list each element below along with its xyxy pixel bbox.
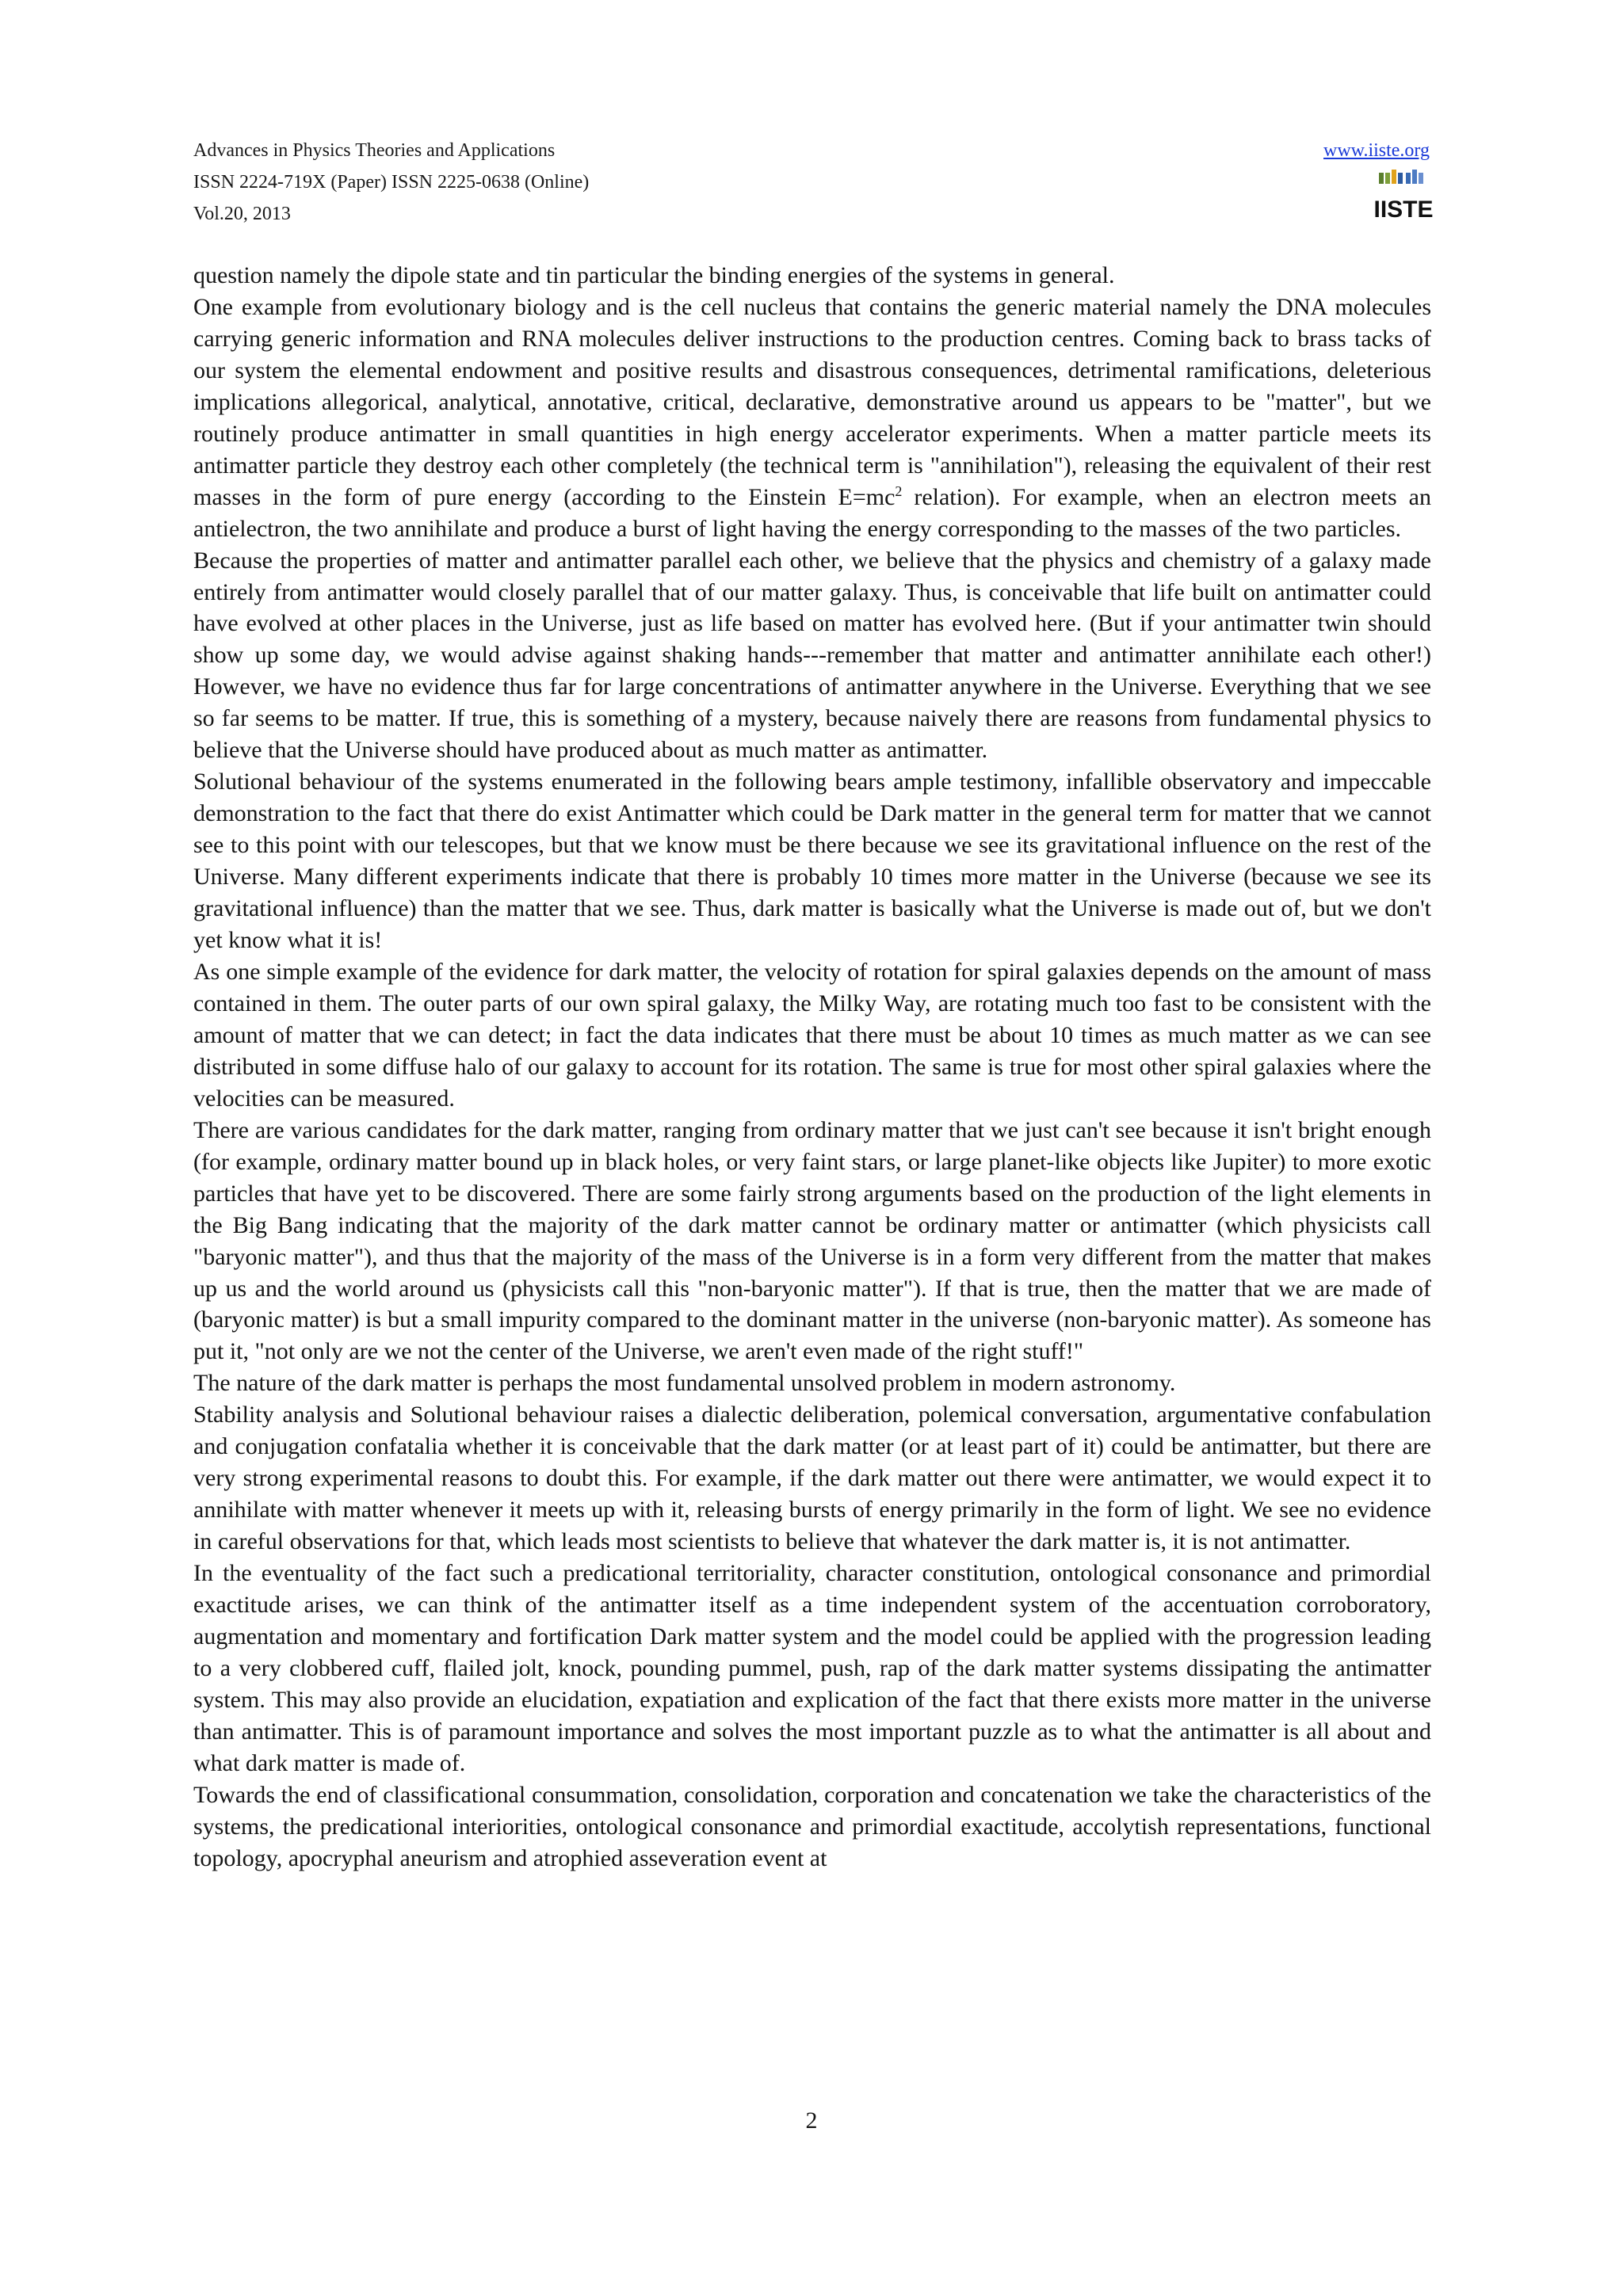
publisher-block bbox=[1323, 135, 1434, 230]
paragraph-10: Towards the end of classificational consummation, consolidation, corporation and concatenation we take the characteristics of the systems, the predicational interiorities, ontological consonance and primordial exactitude, accolytish representations, functional topology, apocryphal aneurism and atrophied asseveration event at bbox=[193, 1781, 1431, 1871]
paragraph-2 bbox=[193, 292, 1431, 545]
paragraph-2-end: relation). For example, when an electron meets an antielectron, the two annihilate and produce a burst of light having the energy corresponding to the masses of the two particles. bbox=[193, 483, 1431, 542]
iiste-logo-icon bbox=[1373, 168, 1434, 230]
journal-issn: ISSN 2224-719X (Paper) ISSN 2225-0638 (Online) bbox=[193, 172, 590, 193]
journal-volume: Vol.20, 2013 bbox=[193, 204, 291, 224]
website-link[interactable]: www.iiste.org bbox=[1323, 140, 1430, 161]
journal-info bbox=[193, 135, 589, 230]
paragraph-3: Because the properties of matter and antimatter parallel each other, we believe that the physics and chemistry of a galaxy made entirely from antimatter would closely parallel that of our matter galaxy. Thus, is conceivable that life built on antimatter could have evolved at other places in the Universe, just as life based on matter has evolved here. (But if your antimatter twin should show up some day, we would advise against shaking hands---remember that matter and antimatter annihilate each other!) However, we have no evidence thus far for large concentrations of antimatter anywhere in the Universe. Everything that we see so far seems to be matter. If true, this is something of a mystery, because naively there are reasons from fundamental physics to believe that the Universe should have produced about as much matter as antimatter. bbox=[193, 547, 1431, 764]
paragraph-2-text: One example from evolutionary biology and is the cell nucleus that contains the generic material namely the DNA molecules carrying generic information and RNA molecules deliver instructions to the production centres. Coming back to brass tacks of our system the elemental endowment and positive results and disastrous consequences, detrimental ramifications, deleterious implications allegorical, analytical, annotative, critical, declarative, demonstrative around us appears to be "matter", but we routinely produce antimatter in small quantities in high energy accelerator experiments. When a matter particle meets its antimatter particle they destroy each other completely (the technical term is "annihilation"), releasing the equivalent of their rest masses in the form of pure energy (according to the Einstein E=mc bbox=[193, 293, 1431, 510]
page-header bbox=[193, 135, 1434, 238]
paragraph-4: Solutional behaviour of the systems enumerated in the following bears ample testimony, infallible observatory and impeccable demonstration to the fact that there do exist Antimatter which could be Dark matter in the general term for matter that we cannot see to this point with our telescopes, but that we know must be there because we see its gravitational influence on the rest of the Universe. Many different experiments indicate that there is probably 10 times more matter in the Universe (because we see its gravitational influence) than the matter that we see. Thus, dark matter is basically what the Universe is made out of, but we don't yet know what it is! bbox=[193, 769, 1431, 954]
page-number: 2 bbox=[805, 2107, 818, 2134]
paragraph-6: There are various candidates for the dark matter, ranging from ordinary matter that we just can't see because it isn't bright enough (for example, ordinary matter bound up in black holes, or very faint stars, or large planet-like objects like Jupiter) to more exotic particles that have yet to be discovered. There are some fairly strong arguments based on the production of the light elements in the Big Bang indicating that the majority of the dark matter cannot be ordinary matter or antimatter (which physicists call "baryonic matter"), and thus that the majority of the mass of the Universe is in a form very different from the matter that makes up us and the world around us (physicists call this "non-baryonic matter"). If that is true, then the matter that we are made of (baryonic matter) is but a small impurity compared to the dominant matter in the universe (non-baryonic matter). As someone has put it, "not only are we not the center of the Universe, we aren't even made of the right stuff!" bbox=[193, 1116, 1431, 1365]
paragraph-9: In the eventuality of the fact such a predicational territoriality, character constitution, ontological consonance and primordial exactitude arises, we can think of the antimatter itself as a time independent system of the accentuation corroboratory, augmentation and momentary and fortification Dark matter system and the model could be applied with the progression leading to a very clobbered cuff, flailed jolt, knock, pounding pummel, push, rap of the dark matter systems dissipating the antimatter system. This may also provide an elucidation, expatiation and explication of the fact that there exists more matter in the universe than antimatter. This is of paramount importance and solves the most important puzzle as to what the antimatter is all about and what dark matter is made of. bbox=[193, 1560, 1431, 1776]
superscript-2: 2 bbox=[895, 482, 903, 499]
paragraph-5: As one simple example of the evidence for dark matter, the velocity of rotation for spiral galaxies depends on the amount of mass contained in them. The outer parts of our own spiral galaxy, the Milky Way, are rotating much too fast to be consistent with the amount of matter that we can detect; in fact the data indicates that there must be about 10 times as much matter as we can see distributed in some diffuse halo of our galaxy to account for its rotation. The same is true for most other spiral galaxies where the velocities can be measured. bbox=[193, 958, 1431, 1112]
journal-title: Advances in Physics Theories and Applications bbox=[193, 140, 556, 161]
paragraph-1: question namely the dipole state and tin particular the binding energies of the systems in general. bbox=[193, 262, 1115, 288]
svg-text:IISTE: IISTE bbox=[1373, 196, 1434, 223]
article-body bbox=[193, 260, 1431, 1875]
paragraph-8: Stability analysis and Solutional behaviour raises a dialectic deliberation, polemical conversation, argumentative confabulation and conjugation confatalia whether it is conceivable that the dark matter (or at least part of it) could be antimatter, but there are very strong experimental reasons to doubt this. For example, if the dark matter out there were antimatter, we would expect it to annihilate with matter whenever it meets up with it, releasing bursts of energy primarily in the form of light. We see no evidence in careful observations for that, which leads most scientists to believe that whatever the dark matter is, it is not antimatter. bbox=[193, 1402, 1431, 1555]
paragraph-7: The nature of the dark matter is perhaps the most fundamental unsolved problem in modern astronomy. bbox=[193, 1370, 1176, 1397]
